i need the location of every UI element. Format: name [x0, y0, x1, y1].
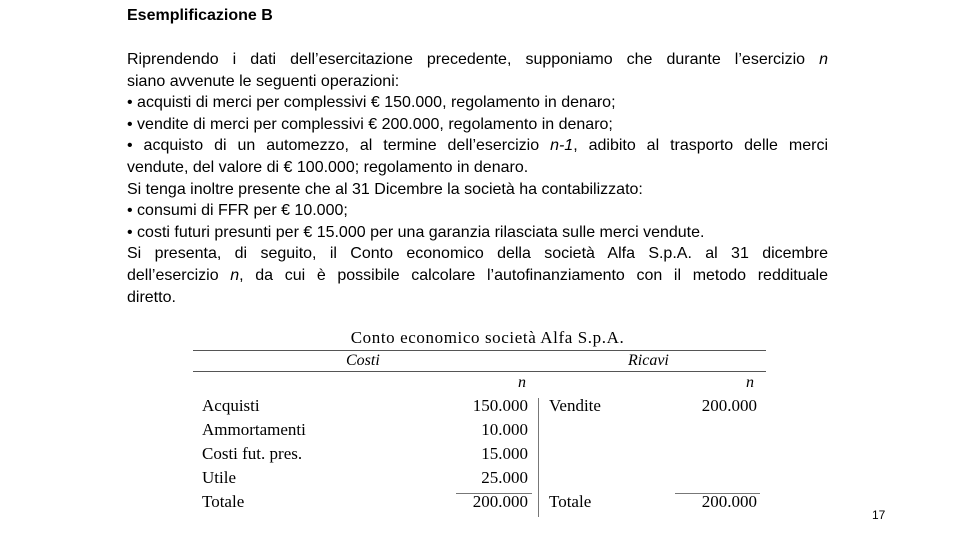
- table-header-row: [193, 351, 766, 371]
- section-heading: Esemplificazione B: [127, 7, 273, 24]
- table-title: Conto economico società Alfa S.p.A.: [350, 328, 625, 347]
- cost-value: 25.000: [481, 468, 528, 487]
- table-row: [193, 465, 766, 489]
- text-line: • acquisti di merci per complessivi € 150.000, regolamento in denaro;: [127, 94, 616, 112]
- table-row: [193, 441, 766, 465]
- income-statement-table: [193, 328, 766, 513]
- sum-rule-costs: [456, 493, 532, 494]
- cost-label: Costi fut. pres.: [202, 444, 303, 463]
- text-line: diretto.: [127, 288, 176, 306]
- slide-number: 17: [872, 508, 886, 522]
- cost-value: 150.000: [472, 396, 528, 415]
- text-line: siano avvenute le seguenti operazioni:: [127, 72, 400, 90]
- cost-label: Utile: [202, 468, 236, 487]
- table-row: [193, 417, 766, 441]
- year-label-revenues: n: [746, 374, 754, 391]
- total-revenue-label: Totale: [549, 492, 592, 511]
- text-line: dell’esercizio n, da cui è possibile calcolare l’autofinanziamento con il metodo reddituale: [127, 266, 828, 284]
- table-column-divider: [538, 398, 539, 517]
- revenue-label: Vendite: [549, 396, 601, 415]
- text-line: Riprendendo i dati dell’esercitazione precedente, supponiamo che durante l’esercizio n: [127, 51, 828, 68]
- text-line: • vendite di merci per complessivi € 200.000, regolamento in denaro;: [127, 115, 613, 133]
- cost-label: Ammortamenti: [202, 420, 306, 439]
- text-line: • acquisto di un automezzo, al termine dell’esercizio n-1, adibito al trasporto delle merci: [127, 137, 828, 155]
- total-cost-label: Totale: [202, 492, 245, 511]
- table-row: [193, 393, 766, 417]
- revenue-value: 200.000: [701, 396, 757, 415]
- text-line: Si presenta, di seguito, il Conto economico della società Alfa S.p.A. al 31 dicembre: [127, 245, 828, 263]
- cost-value: 10.000: [481, 420, 528, 439]
- sum-rule-revenues: [675, 493, 760, 494]
- text-line: • consumi di FFR per € 10.000;: [127, 202, 348, 220]
- cost-label: Acquisti: [202, 396, 260, 415]
- year-row: [193, 372, 766, 393]
- year-label-costs: n: [518, 374, 526, 391]
- text-line: Si tenga inoltre presente che al 31 Dicembre la società ha contabilizzato:: [127, 180, 643, 198]
- costs-header: Costi: [346, 352, 380, 369]
- total-revenue-value: 200.000: [701, 492, 757, 511]
- total-cost-value: 200.000: [472, 492, 528, 511]
- text-line: vendute, del valore di € 100.000; regolamento in denaro.: [127, 158, 529, 176]
- exercise-text: [127, 49, 828, 308]
- cost-value: 15.000: [481, 444, 528, 463]
- text-line: • costi futuri presunti per € 15.000 per una garanzia rilasciata sulle merci vendute.: [127, 223, 705, 241]
- revenues-header: Ricavi: [628, 352, 669, 369]
